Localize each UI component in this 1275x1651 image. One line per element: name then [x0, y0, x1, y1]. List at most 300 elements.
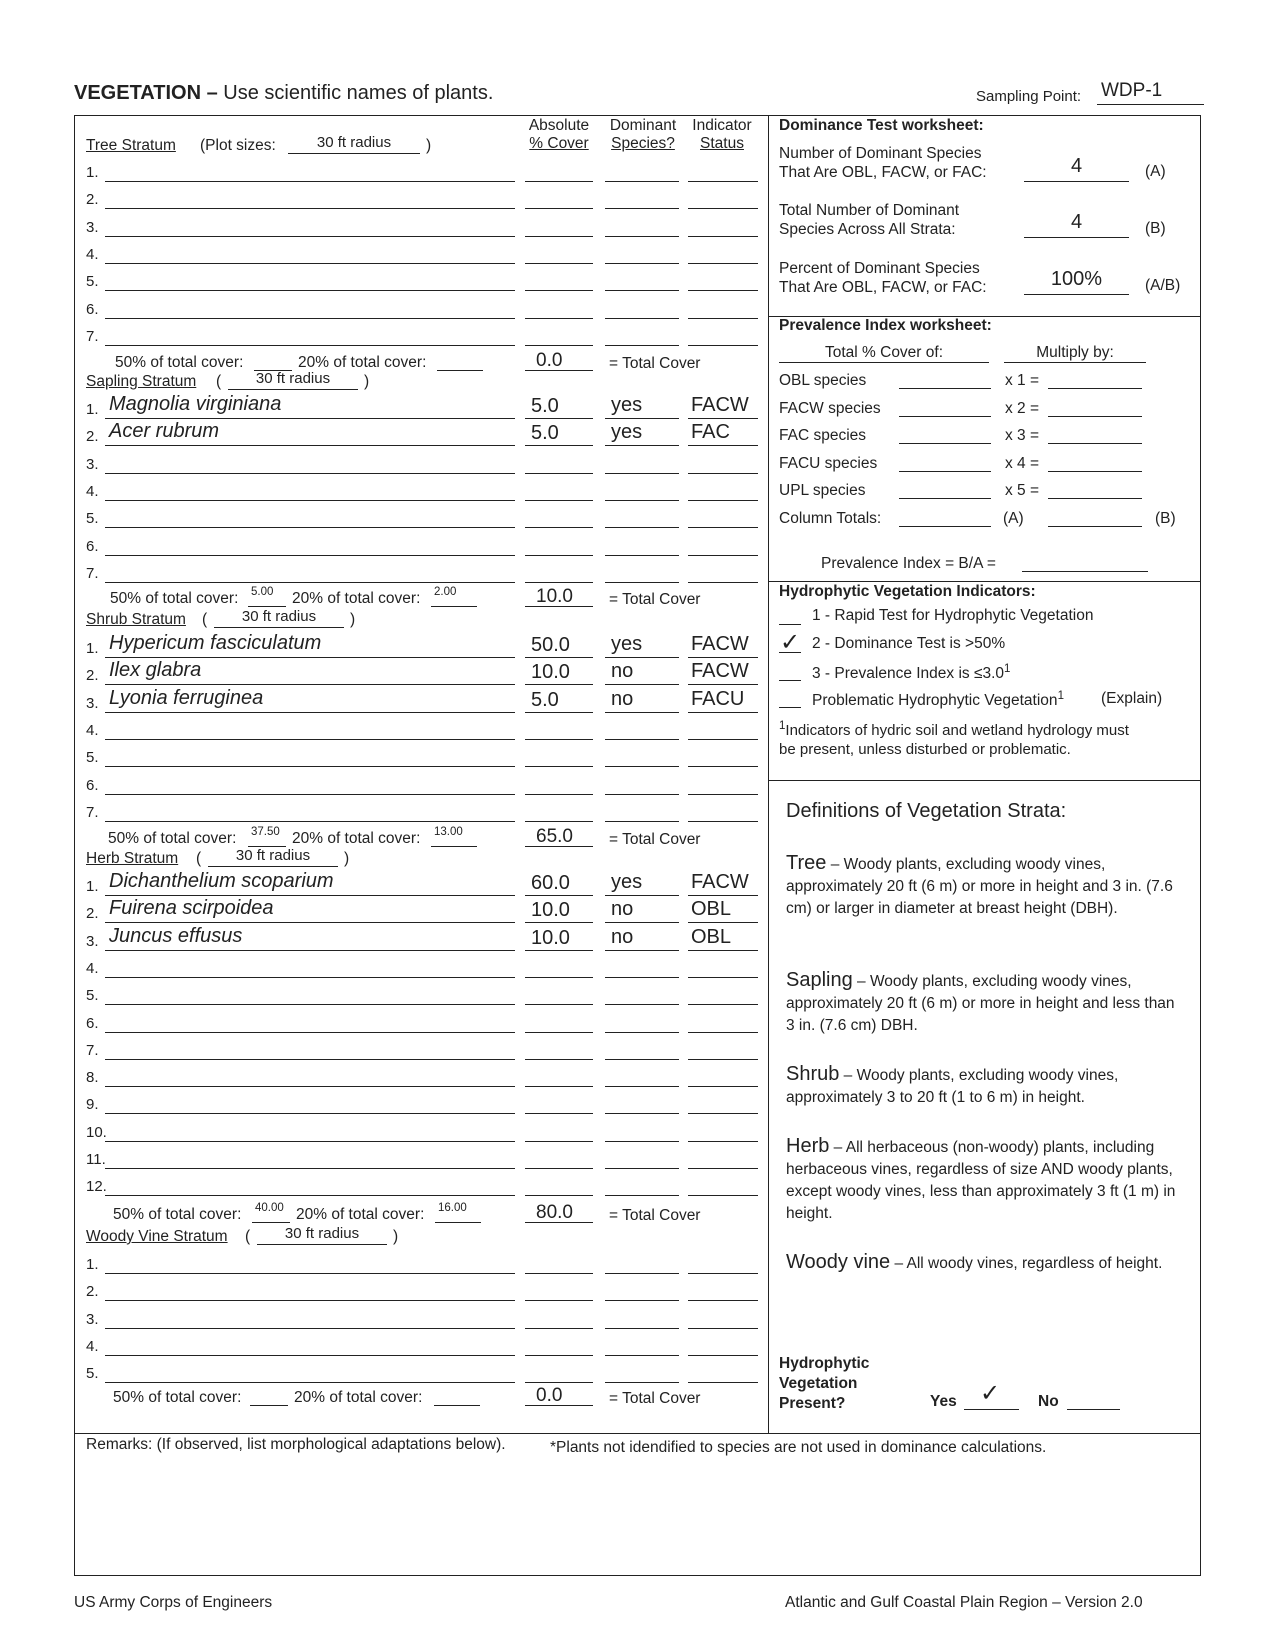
- shrub-6-species-field[interactable]: [105, 794, 515, 795]
- herb-4-row-number: 4.: [86, 959, 99, 977]
- dominance-b-field[interactable]: 4: [1024, 211, 1129, 238]
- vegetation-present-yes-field[interactable]: [964, 1409, 1019, 1410]
- vine-twenty-field[interactable]: [434, 1405, 480, 1406]
- sapling-4-indicator-field[interactable]: [688, 500, 758, 501]
- vine-2-row-number: 2.: [86, 1283, 99, 1301]
- shrub-1-cover-value: 50.0: [531, 634, 570, 656]
- herb-5-dominant-field[interactable]: [605, 1004, 679, 1005]
- herb-2-indicator-value: OBL: [691, 898, 732, 921]
- herb-3-species-name: Juncus effusus: [109, 924, 243, 947]
- indicator-4-checkbox[interactable]: [779, 707, 801, 708]
- vine-5-dominant-field[interactable]: [605, 1382, 679, 1383]
- shrub-plot-open: (: [202, 611, 208, 628]
- vine-fifty-label: 50% of total cover:: [113, 1389, 242, 1406]
- tree-6-dominant-field[interactable]: [605, 318, 679, 319]
- herb-12-cover-field[interactable]: [525, 1195, 593, 1196]
- tree-4-indicator-field[interactable]: [688, 263, 758, 264]
- herb-3-species-field[interactable]: [105, 950, 515, 951]
- prevalence-product-field[interactable]: [1048, 416, 1142, 417]
- shrub-3-cover-value: 5.0: [531, 688, 559, 711]
- herb-5-species-field[interactable]: [105, 1004, 515, 1005]
- tree-plot-close: ): [426, 137, 432, 154]
- indicator-2-label: 2 - Dominance Test is >50%: [812, 635, 1006, 652]
- herb-6-row-number: 6.: [86, 1014, 99, 1032]
- herb-9-dominant-field[interactable]: [605, 1113, 679, 1114]
- herb-8-species-field[interactable]: [105, 1086, 515, 1087]
- tree-stratum-label: Tree Stratum: [86, 137, 176, 154]
- herb-7-species-field[interactable]: [105, 1059, 515, 1060]
- herb-9-species-field[interactable]: [105, 1113, 515, 1114]
- indicators-note: $^1$Indicators of hydric soil and wetland hydrology must be present, unless disturbed or problematic.: [779, 720, 1129, 758]
- herb-1-species-name: Dichanthelium scoparium: [109, 870, 334, 892]
- herb-3-indicator-value: OBL: [691, 925, 732, 948]
- tree-3-species-field[interactable]: [105, 236, 515, 237]
- shrub-2-indicator-value: FACW: [691, 660, 749, 683]
- tree-2-cover-field[interactable]: [525, 208, 593, 209]
- sapling-5-row-number: 5.: [86, 510, 99, 528]
- vine-2-cover-field[interactable]: [525, 1300, 593, 1301]
- sapling-7-cover-field[interactable]: [525, 582, 593, 583]
- herb-10-dominant-field[interactable]: [605, 1141, 679, 1142]
- sapling-3-dominant-field[interactable]: [605, 473, 679, 474]
- herb-1-species-field[interactable]: [105, 895, 515, 896]
- prevalence-index-field[interactable]: [1022, 571, 1148, 572]
- rule-prevalence: [768, 581, 1201, 582]
- herb-11-row-number: 11.: [86, 1151, 106, 1168]
- tree-7-indicator-field[interactable]: [688, 345, 758, 346]
- shrub-5-dominant-field[interactable]: [605, 766, 679, 767]
- tree-1-indicator-field[interactable]: [688, 181, 758, 182]
- vine-2-species-field[interactable]: [105, 1300, 515, 1301]
- herb-4-cover-field[interactable]: [525, 977, 593, 978]
- dominance-a-label: Number of Dominant Species That Are OBL, FACW, or FAC:: [779, 145, 987, 181]
- sapling-2-species-field[interactable]: [105, 445, 515, 446]
- tree-7-dominant-field[interactable]: [605, 345, 679, 346]
- herb-3-indicator-field[interactable]: [688, 950, 758, 951]
- herb-7-dominant-field[interactable]: [605, 1059, 679, 1060]
- shrub-1-cover-field[interactable]: [525, 657, 593, 658]
- sapling-4-species-field[interactable]: [105, 500, 515, 501]
- herb-11-dominant-field[interactable]: [605, 1168, 679, 1169]
- prevalence-row-label: FACU species: [779, 454, 878, 472]
- vine-1-dominant-field[interactable]: [605, 1273, 679, 1274]
- prevalence-index-label: Prevalence Index = B/A =: [821, 555, 996, 572]
- sapling-1-species-field[interactable]: [105, 418, 515, 419]
- vine-4-species-field[interactable]: [105, 1355, 515, 1356]
- prevalence-multiplier: x 3 =: [1005, 427, 1040, 444]
- sapling-stratum-label: Sapling Stratum: [86, 373, 197, 390]
- shrub-total-label: = Total Cover: [609, 831, 701, 848]
- herb-7-cover-field[interactable]: [525, 1059, 593, 1060]
- shrub-2-indicator-field[interactable]: [688, 684, 758, 685]
- vine-fifty-field[interactable]: [250, 1405, 288, 1406]
- herb-3-cover-field[interactable]: [525, 950, 593, 951]
- herb-12-row-number: 12.: [86, 1178, 107, 1196]
- sapling-2-cover-field[interactable]: [525, 445, 593, 446]
- sapling-7-dominant-field[interactable]: [605, 582, 679, 583]
- shrub-fifty-label: 50% of total cover:: [108, 830, 237, 847]
- vegetation-present-yes-label: Yes: [930, 1393, 957, 1410]
- sapling-1-cover-field[interactable]: [525, 418, 593, 419]
- herb-twenty-field[interactable]: [435, 1222, 481, 1223]
- prevalence-cover-field[interactable]: [899, 443, 991, 444]
- sapling-4-cover-field[interactable]: [525, 500, 593, 501]
- indicators-title: Hydrophytic Vegetation Indicators:: [779, 583, 1036, 600]
- herb-total-label: = Total Cover: [609, 1207, 701, 1224]
- herb-2-indicator-field[interactable]: [688, 922, 758, 923]
- sapling-7-indicator-field[interactable]: [688, 582, 758, 583]
- prevalence-col-multiply: Multiply by:: [1004, 344, 1146, 363]
- herb-5-cover-field[interactable]: [525, 1004, 593, 1005]
- sapling-2-dominant-field[interactable]: [605, 445, 679, 446]
- col-dominant-species: Dominant Species?: [609, 117, 677, 152]
- shrub-1-dominant-field[interactable]: [605, 657, 679, 658]
- shrub-2-cover-field[interactable]: [525, 684, 593, 685]
- vine-3-species-field[interactable]: [105, 1328, 515, 1329]
- herb-2-cover-field[interactable]: [525, 922, 593, 923]
- herb-9-row-number: 9.: [86, 1096, 99, 1114]
- sapling-twenty-field[interactable]: [431, 606, 477, 607]
- tree-twenty-field[interactable]: [437, 370, 483, 371]
- herb-9-cover-field[interactable]: [525, 1113, 593, 1114]
- herb-total-value: 80.0: [536, 1202, 573, 1223]
- sapling-5-species-field[interactable]: [105, 527, 515, 528]
- herb-6-dominant-field[interactable]: [605, 1032, 679, 1033]
- tree-3-row-number: 3.: [86, 218, 99, 236]
- tree-plot-label: (Plot sizes:: [200, 137, 276, 154]
- sapling-1-dominant-field[interactable]: [605, 418, 679, 419]
- tree-4-row-number: 4.: [86, 245, 99, 263]
- tree-6-indicator-field[interactable]: [688, 318, 758, 319]
- tree-5-species-field[interactable]: [105, 290, 515, 291]
- herb-1-indicator-field[interactable]: [688, 895, 758, 896]
- prevalence-cover-field[interactable]: [899, 498, 991, 499]
- prevalence-multiplier: x 1 =: [1005, 372, 1040, 389]
- vine-total-label: = Total Cover: [609, 1390, 701, 1407]
- shrub-2-species-name: Ilex glabra: [109, 659, 202, 682]
- vine-4-cover-field[interactable]: [525, 1355, 593, 1356]
- herb-10-cover-field[interactable]: [525, 1141, 593, 1142]
- prevalence-row-label: FACW species: [779, 399, 881, 417]
- footer-agency: US Army Corps of Engineers: [74, 1594, 273, 1611]
- indicator-3-checkbox[interactable]: [779, 680, 801, 681]
- indicator-1-label: 1 - Rapid Test for Hydrophytic Vegetation: [812, 607, 1094, 624]
- sapling-1-dominant-value: yes: [611, 394, 643, 416]
- tree-1-cover-field[interactable]: [525, 181, 593, 182]
- sapling-fifty-field[interactable]: [248, 606, 286, 607]
- herb-1-dominant-field[interactable]: [605, 895, 679, 896]
- shrub-3-species-field[interactable]: [105, 712, 515, 713]
- shrub-fifty-value: 37.50: [251, 826, 280, 838]
- sapling-3-indicator-field[interactable]: [688, 473, 758, 474]
- shrub-5-indicator-field[interactable]: [688, 766, 758, 767]
- tree-2-dominant-field[interactable]: [605, 208, 679, 209]
- tree-3-dominant-field[interactable]: [605, 236, 679, 237]
- herb-twenty-label: 20% of total cover:: [296, 1206, 425, 1223]
- prevalence-product-field[interactable]: [1048, 498, 1142, 499]
- shrub-4-species-field[interactable]: [105, 739, 515, 740]
- shrub-1-row-number: 1.: [86, 640, 99, 657]
- remarks-textarea[interactable]: [80, 1444, 1195, 1572]
- herb-6-cover-field[interactable]: [525, 1032, 593, 1033]
- shrub-6-indicator-field[interactable]: [688, 794, 758, 795]
- prevalence-title: Prevalence Index worksheet:: [779, 317, 992, 334]
- sapling-6-cover-field[interactable]: [525, 555, 593, 556]
- tree-fifty-label: 50% of total cover:: [115, 354, 244, 371]
- tree-twenty-label: 20% of total cover:: [298, 354, 427, 371]
- sapling-1-row-number: 1.: [86, 401, 99, 418]
- vine-3-indicator-field[interactable]: [688, 1328, 758, 1329]
- tree-7-species-field[interactable]: [105, 345, 515, 346]
- herb-7-indicator-field[interactable]: [688, 1059, 758, 1060]
- sapling-total-value: 10.0: [536, 586, 573, 607]
- vine-5-species-field[interactable]: [105, 1382, 515, 1383]
- herb-12-indicator-field[interactable]: [688, 1195, 758, 1196]
- sapling-3-species-field[interactable]: [105, 473, 515, 474]
- herb-plot-close: ): [344, 850, 350, 867]
- prevalence-cover-field[interactable]: [899, 471, 991, 472]
- tree-3-cover-field[interactable]: [525, 236, 593, 237]
- herb-fifty-label: 50% of total cover:: [113, 1206, 242, 1223]
- herb-11-species-field[interactable]: [105, 1168, 515, 1169]
- herb-7-row-number: 7.: [86, 1041, 99, 1059]
- tree-plot-size-field[interactable]: 30 ft radius: [288, 134, 420, 154]
- shrub-1-species-field[interactable]: [105, 657, 515, 658]
- herb-8-cover-field[interactable]: [525, 1086, 593, 1087]
- shrub-1-species-name: Hypericum fasciculatum: [109, 632, 322, 654]
- form-title: VEGETATION – Use scientific names of plants.: [74, 82, 494, 104]
- column-total-a-tag: (A): [1003, 510, 1024, 527]
- tree-2-species-field[interactable]: [105, 208, 515, 209]
- shrub-4-indicator-field[interactable]: [688, 739, 758, 740]
- indicator-1-checkbox[interactable]: [779, 624, 801, 625]
- prevalence-product-field[interactable]: [1048, 471, 1142, 472]
- vine-5-cover-field[interactable]: [525, 1382, 593, 1383]
- prevalence-row-label: UPL species: [779, 482, 866, 499]
- prevalence-product-field[interactable]: [1048, 388, 1142, 389]
- shrub-3-indicator-field[interactable]: [688, 712, 758, 713]
- vine-4-dominant-field[interactable]: [605, 1355, 679, 1356]
- vegetation-present-no-field[interactable]: [1067, 1409, 1120, 1410]
- shrub-7-cover-field[interactable]: [525, 821, 593, 822]
- sapling-6-dominant-field[interactable]: [605, 555, 679, 556]
- herb-6-species-field[interactable]: [105, 1032, 515, 1033]
- sapling-1-indicator-value: FACW: [691, 394, 749, 416]
- vine-4-row-number: 4.: [86, 1337, 99, 1355]
- tree-5-indicator-field[interactable]: [688, 290, 758, 291]
- prevalence-cover-field[interactable]: [899, 416, 991, 417]
- sapling-3-cover-field[interactable]: [525, 473, 593, 474]
- sapling-2-indicator-value: FAC: [691, 421, 730, 444]
- vine-5-row-number: 5.: [86, 1365, 99, 1383]
- shrub-3-dominant-value: no: [611, 687, 634, 710]
- shrub-7-dominant-field[interactable]: [605, 821, 679, 822]
- sampling-point-field[interactable]: WDP-1: [1097, 80, 1204, 105]
- vine-2-indicator-field[interactable]: [688, 1300, 758, 1301]
- herb-1-row-number: 1.: [86, 878, 99, 895]
- herb-5-row-number: 5.: [86, 987, 99, 1005]
- herb-8-indicator-field[interactable]: [688, 1086, 758, 1087]
- column-total-b-field[interactable]: [1048, 526, 1142, 527]
- sapling-2-row-number: 2.: [86, 428, 99, 446]
- herb-10-indicator-field[interactable]: [688, 1141, 758, 1142]
- sapling-plot-size-field[interactable]: 30 ft radius: [228, 370, 358, 390]
- indicator-4-explain: (Explain): [1101, 690, 1163, 707]
- tree-1-species-field[interactable]: [105, 181, 515, 182]
- shrub-3-cover-field[interactable]: [525, 712, 593, 713]
- sapling-1-species-name: Magnolia virginiana: [109, 393, 282, 415]
- sapling-5-dominant-field[interactable]: [605, 527, 679, 528]
- tree-total-value: 0.0: [536, 350, 563, 371]
- tree-4-species-field[interactable]: [105, 263, 515, 264]
- sapling-twenty-value: 2.00: [434, 586, 457, 598]
- definitions-title: Definitions of Vegetation Strata:: [786, 800, 1067, 822]
- tree-5-cover-field[interactable]: [525, 290, 593, 291]
- sapling-4-dominant-field[interactable]: [605, 500, 679, 501]
- herb-fifty-value: 40.00: [255, 1202, 284, 1214]
- shrub-1-indicator-value: FACW: [691, 633, 749, 655]
- vine-1-species-field[interactable]: [105, 1273, 515, 1274]
- tree-6-species-field[interactable]: [105, 318, 515, 319]
- definition-tree: Tree – Woody plants, excluding woody vines, approximately 20 ft (6 m) or more in height and 3 in. (7.6 cm) or larger in diameter at breast height (DBH).: [786, 852, 1173, 917]
- dominance-c-label: Percent of Dominant Species That Are OBL, FACW, or FAC:: [779, 260, 987, 296]
- herb-11-indicator-field[interactable]: [688, 1168, 758, 1169]
- tree-6-cover-field[interactable]: [525, 318, 593, 319]
- shrub-3-dominant-field[interactable]: [605, 712, 679, 713]
- herb-10-row-number: 10.: [86, 1123, 107, 1141]
- shrub-1-dominant-value: yes: [611, 633, 643, 655]
- prevalence-multiplier: x 2 =: [1005, 399, 1040, 417]
- herb-9-indicator-field[interactable]: [688, 1113, 758, 1114]
- shrub-5-cover-field[interactable]: [525, 766, 593, 767]
- shrub-5-row-number: 5.: [86, 749, 99, 767]
- herb-plot-open: (: [196, 850, 202, 867]
- herb-6-indicator-field[interactable]: [688, 1032, 758, 1033]
- herb-4-dominant-field[interactable]: [605, 977, 679, 978]
- shrub-twenty-field[interactable]: [431, 846, 477, 847]
- footer-region: Atlantic and Gulf Coastal Plain Region – Version 2.0: [785, 1594, 1143, 1611]
- herb-2-dominant-value: no: [611, 898, 634, 921]
- sapling-fifty-label: 50% of total cover:: [110, 590, 239, 607]
- dominance-title: Dominance Test worksheet:: [779, 117, 984, 134]
- sapling-6-indicator-field[interactable]: [688, 555, 758, 556]
- shrub-2-row-number: 2.: [86, 667, 99, 685]
- prevalence-product-field[interactable]: [1048, 443, 1142, 444]
- definition-woody-vine: Woody vine – All woody vines, regardless of height.: [786, 1251, 1163, 1273]
- shrub-6-cover-field[interactable]: [525, 794, 593, 795]
- herb-3-dominant-field[interactable]: [605, 950, 679, 951]
- tree-4-dominant-field[interactable]: [605, 263, 679, 264]
- herb-10-species-field[interactable]: [105, 1141, 515, 1142]
- sapling-total-label: = Total Cover: [609, 591, 701, 608]
- dominance-c-tag: (A/B): [1145, 277, 1181, 294]
- tree-3-indicator-field[interactable]: [688, 236, 758, 237]
- herb-twenty-value: 16.00: [438, 1202, 467, 1214]
- sapling-plot-open: (: [216, 373, 222, 390]
- sapling-2-indicator-field[interactable]: [688, 445, 758, 446]
- vegetation-present-no-label: No: [1038, 1393, 1059, 1410]
- shrub-2-species-field[interactable]: [105, 684, 515, 685]
- shrub-1-indicator-field[interactable]: [688, 657, 758, 658]
- herb-4-indicator-field[interactable]: [688, 977, 758, 978]
- herb-1-cover-field[interactable]: [525, 895, 593, 896]
- column-total-a-field[interactable]: [899, 526, 991, 527]
- prevalence-multiplier: x 4 =: [1005, 454, 1040, 472]
- shrub-4-cover-field[interactable]: [525, 739, 593, 740]
- shrub-plot-close: ): [350, 611, 356, 628]
- shrub-6-row-number: 6.: [86, 776, 99, 794]
- vegetation-present-label: Hydrophytic Vegetation Present?: [779, 1355, 870, 1412]
- herb-11-cover-field[interactable]: [525, 1168, 593, 1169]
- vine-3-cover-field[interactable]: [525, 1328, 593, 1329]
- sapling-5-cover-field[interactable]: [525, 527, 593, 528]
- vine-plot-size-field[interactable]: 30 ft radius: [257, 1225, 387, 1245]
- sapling-1-indicator-field[interactable]: [688, 418, 758, 419]
- indicator-3-label: 3 - Prevalence Index is $\le 3.0^1$: [812, 663, 1011, 683]
- sapling-7-species-field[interactable]: [105, 582, 515, 583]
- tree-6-row-number: 6.: [86, 300, 99, 318]
- sapling-5-indicator-field[interactable]: [688, 527, 758, 528]
- shrub-4-dominant-field[interactable]: [605, 739, 679, 740]
- vine-2-dominant-field[interactable]: [605, 1300, 679, 1301]
- prevalence-col-total: Total % Cover of:: [779, 344, 989, 363]
- indicator-4-label: Problematic Hydrophytic Vegetation$^1$: [812, 690, 1064, 710]
- vine-1-cover-field[interactable]: [525, 1273, 593, 1274]
- herb-fifty-field[interactable]: [252, 1222, 290, 1223]
- shrub-5-species-field[interactable]: [105, 766, 515, 767]
- tree-2-indicator-field[interactable]: [688, 208, 758, 209]
- shrub-7-species-field[interactable]: [105, 821, 515, 822]
- herb-2-species-field[interactable]: [105, 922, 515, 923]
- herb-12-dominant-field[interactable]: [605, 1195, 679, 1196]
- rule-indicators: [768, 780, 1201, 781]
- herb-4-species-field[interactable]: [105, 977, 515, 978]
- tree-total-label: = Total Cover: [609, 355, 701, 372]
- tree-5-dominant-field[interactable]: [605, 290, 679, 291]
- tree-4-cover-field[interactable]: [525, 263, 593, 264]
- herb-2-row-number: 2.: [86, 905, 99, 923]
- dominance-c-field[interactable]: 100%: [1024, 268, 1129, 295]
- herb-12-species-field[interactable]: [105, 1195, 515, 1196]
- herb-3-row-number: 3.: [86, 932, 99, 950]
- shrub-2-dominant-value: no: [611, 660, 634, 683]
- vine-4-indicator-field[interactable]: [688, 1355, 758, 1356]
- vine-5-indicator-field[interactable]: [688, 1382, 758, 1383]
- dominance-b-label: Total Number of Dominant Species Across All Strata:: [779, 202, 960, 238]
- dominance-a-tag: (A): [1145, 163, 1166, 180]
- herb-8-dominant-field[interactable]: [605, 1086, 679, 1087]
- shrub-plot-size-field[interactable]: 30 ft radius: [214, 608, 344, 628]
- shrub-4-row-number: 4.: [86, 721, 99, 739]
- vine-1-indicator-field[interactable]: [688, 1273, 758, 1274]
- herb-8-row-number: 8.: [86, 1069, 99, 1087]
- herb-plot-size-field[interactable]: 30 ft radius: [208, 847, 338, 867]
- herb-5-indicator-field[interactable]: [688, 1004, 758, 1005]
- tree-1-dominant-field[interactable]: [605, 181, 679, 182]
- sapling-6-species-field[interactable]: [105, 555, 515, 556]
- shrub-7-indicator-field[interactable]: [688, 821, 758, 822]
- prevalence-cover-field[interactable]: [899, 388, 991, 389]
- vine-3-dominant-field[interactable]: [605, 1328, 679, 1329]
- vine-stratum-label: Woody Vine Stratum: [86, 1228, 228, 1245]
- tree-7-cover-field[interactable]: [525, 345, 593, 346]
- dominance-a-field[interactable]: 4: [1024, 155, 1129, 182]
- shrub-6-dominant-field[interactable]: [605, 794, 679, 795]
- herb-2-dominant-field[interactable]: [605, 922, 679, 923]
- shrub-2-cover-value: 10.0: [531, 661, 570, 684]
- shrub-2-dominant-field[interactable]: [605, 684, 679, 685]
- herb-1-dominant-value: yes: [611, 871, 643, 893]
